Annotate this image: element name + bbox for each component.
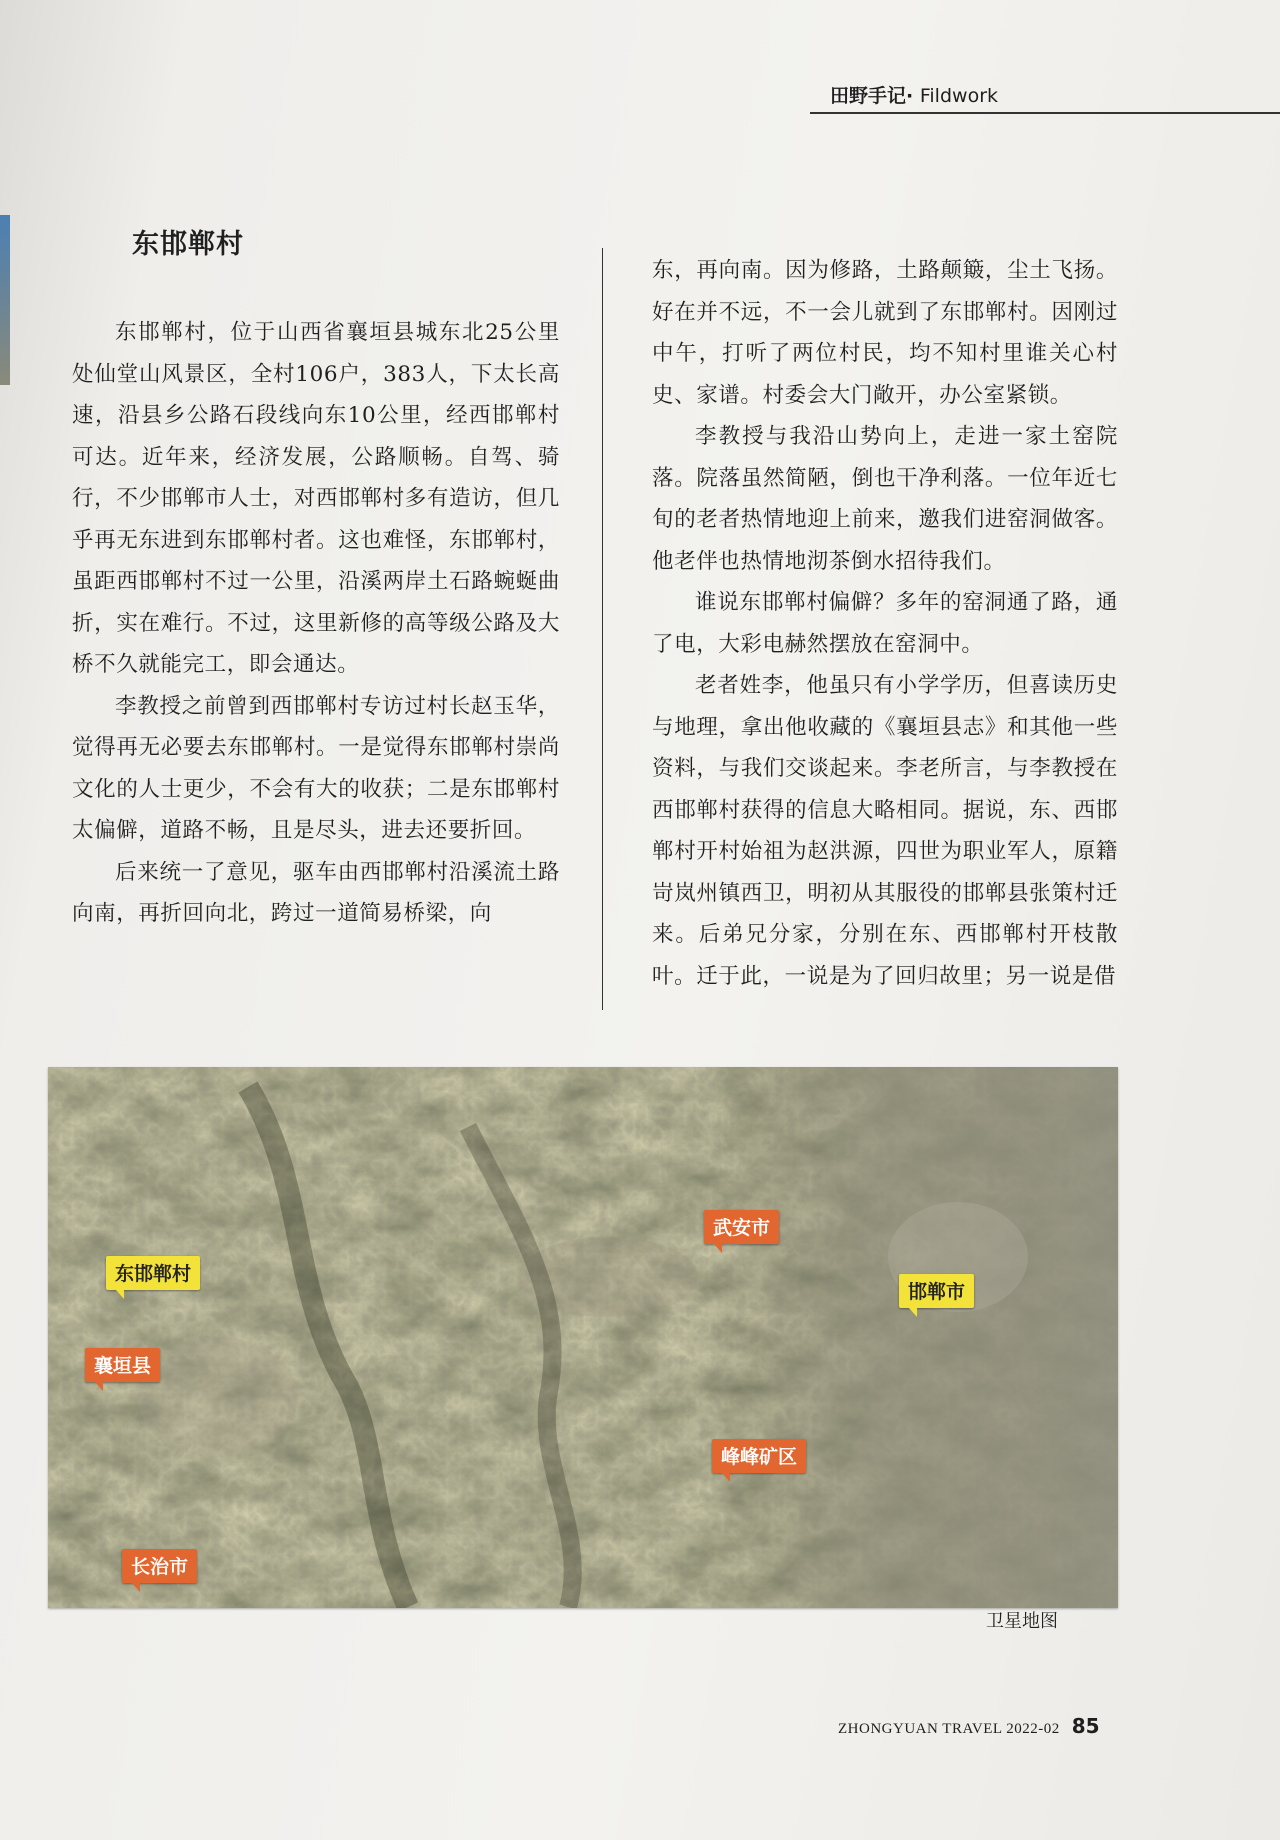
paragraph: 后来统一了意见，驱车由西邯郸村沿溪流土路向南，再折回向北，跨过一道简易桥梁，向 bbox=[72, 859, 560, 926]
magazine-issue: 2022-02 bbox=[1006, 1721, 1060, 1737]
paragraph: 李教授之前曾到西邯郸村专访过村长赵玉华，觉得再无必要去东邯郸村。一是觉得东邯郸村崇尚文化的人士更少，不会有大的收获；二是东邯郸村太偏僻，道路不畅，且是尽头，进去还要折回。 bbox=[72, 693, 560, 843]
article-title: 东邯郸村 bbox=[132, 229, 244, 260]
section-title-en: Fildwork bbox=[919, 85, 999, 107]
paragraph: 东邯郸村，位于山西省襄垣县城东北25公里处仙堂山风景区，全村106户，383人，下太长高速，沿县乡公路石段线向东10公里，经西邯郸村可达。近年来，经济发展，公路顺畅。自驾、骑行，不少邯郸市人士，对西邯郸村多有造访，但几乎再无东进到东邯郸村者。这也难怪，东邯郸村，虽距西邯郸村不过一公里，沿溪两岸土石路蜿蜒曲折，实在难行。不过，这里新修的高等级公路及大桥不久就能完工，即会通达。 bbox=[72, 320, 560, 677]
map-label-dong-handan: 东邯郸村 bbox=[106, 1256, 200, 1290]
map-label-handan: 邯郸市 bbox=[899, 1274, 974, 1308]
left-column bbox=[72, 312, 560, 935]
magazine-title: ZHONGYUAN TRAVEL bbox=[838, 1721, 1002, 1737]
map-label-xiangyuan: 襄垣县 bbox=[85, 1348, 160, 1382]
paragraph-continuation: 东，再向南。因为修路，土路颠簸，尘土飞扬。好在并不远，不一会儿就到了东邯郸村。因刚过中午，打听了两位村民，均不知村里谁关心村史、家谱。村委会大门敞开，办公室紧锁。 bbox=[652, 258, 1118, 408]
column-divider bbox=[602, 248, 603, 1010]
right-column bbox=[652, 250, 1118, 997]
section-title-separator: · bbox=[906, 85, 914, 107]
section-title-cn: 田野手记 bbox=[830, 85, 907, 107]
satellite-terrain bbox=[48, 1067, 1118, 1608]
previous-page-edge bbox=[0, 215, 10, 385]
page-number: 85 bbox=[1071, 1714, 1100, 1738]
map-label-fengfeng: 峰峰矿区 bbox=[712, 1439, 806, 1473]
section-title bbox=[830, 81, 998, 112]
map-caption: 卫星地图 bbox=[986, 1611, 1058, 1632]
paragraph: 老者姓李，他虽只有小学学历，但喜读历史与地理，拿出他收藏的《襄垣县志》和其他一些资料，与我们交谈起来。李老所言，与李教授在西邯郸村获得的信息大略相同。据说，东、西邯郸村开村始祖为赵洪源，四世为职业军人，原籍岢岚州镇西卫，明初从其服役的邯郸县张策村迁来。后弟兄分家，分别在东、西邯郸村开枝散叶。迁于此，一说是为了回归故里；另一说是借 bbox=[652, 673, 1118, 989]
magazine-name bbox=[838, 1721, 1060, 1738]
page-footer bbox=[838, 1714, 1100, 1738]
map-label-wuan: 武安市 bbox=[704, 1210, 779, 1244]
paragraph: 李教授与我沿山势向上，走进一家土窑院落。院落虽然简陋，倒也干净利落。一位年近七旬的老者热情地迎上前来，邀我们进窑洞做客。他老伴也热情地沏茶倒水招待我们。 bbox=[652, 424, 1118, 574]
paragraph: 谁说东邯郸村偏僻？多年的窑洞通了路，通了电，大彩电赫然摆放在窑洞中。 bbox=[652, 590, 1118, 657]
map-label-changzhi: 长治市 bbox=[122, 1549, 197, 1583]
satellite-map bbox=[48, 1067, 1118, 1608]
section-header bbox=[810, 82, 1280, 114]
